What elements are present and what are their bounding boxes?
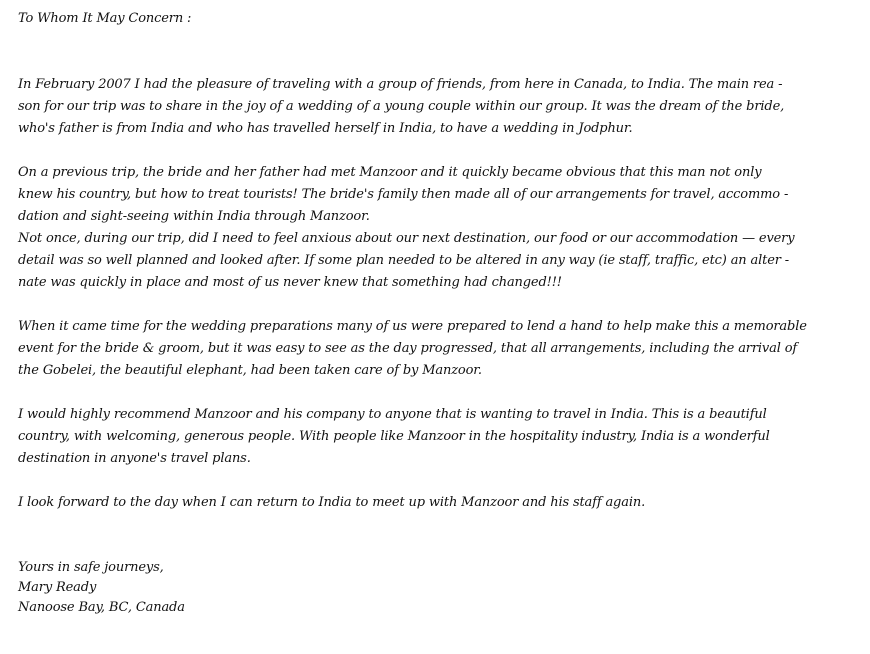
paragraph-line: country, with welcoming, generous people. With people like Manzoor in the hospitality industry, India is a wonderful <box>18 429 770 444</box>
paragraph-line: event for the bride & groom, but it was easy to see as the day progressed, that all arrangements, including the arrival of <box>18 341 798 356</box>
paragraph-line: On a previous trip, the bride and her father had met Manzoor and it quickly became obvious that this man not only <box>18 165 762 180</box>
paragraph-line: dation and sight-seeing within India through Manzoor. <box>18 209 370 224</box>
spacer <box>18 294 860 316</box>
spacer <box>18 470 860 492</box>
signature-block <box>18 558 860 618</box>
paragraph-line: son for our trip was to share in the joy of a wedding of a young couple within our group. It was the dream of the bride, <box>18 99 785 114</box>
paragraph-line: who's father is from India and who has travelled herself in India, to have a wedding in Jodphur. <box>18 121 633 136</box>
spacer <box>18 140 860 162</box>
spacer <box>18 514 860 558</box>
paragraph-5 <box>18 492 860 514</box>
salutation: To Whom It May Concern : <box>18 11 192 26</box>
paragraph-4 <box>18 404 860 470</box>
spacer <box>18 382 860 404</box>
closing: Yours in safe journeys, <box>18 560 164 575</box>
paragraph-line: the Gobelei, the beautiful elephant, had been taken care of by Manzoor. <box>18 363 482 378</box>
paragraph-line: I would highly recommend Manzoor and his company to anyone that is wanting to travel in India. This is a beautiful <box>18 407 767 422</box>
paragraph-line: detail was so well planned and looked after. If some plan needed to be altered in any way (ie staff, traffic, etc) an alter - <box>18 253 790 268</box>
paragraph-line: Not once, during our trip, did I need to feel anxious about our next destination, our food or our accommodation — every <box>18 231 795 246</box>
paragraph-line: nate was quickly in place and most of us never knew that something had changed!!! <box>18 275 562 290</box>
paragraph-line: I look forward to the day when I can return to India to meet up with Manzoor and his staff again. <box>18 495 646 510</box>
paragraph-1 <box>18 74 860 140</box>
paragraph-line: When it came time for the wedding preparations many of us were prepared to lend a hand to help make this a memorable <box>18 319 807 334</box>
signature-name: Mary Ready <box>18 580 97 595</box>
letter <box>18 8 860 618</box>
paragraph-line: knew his country, but how to treat tourists! The bride's family then made all of our arrangements for travel, accommo - <box>18 187 789 202</box>
paragraph-line: destination in anyone's travel plans. <box>18 451 251 466</box>
spacer <box>18 30 860 74</box>
signature-location: Nanoose Bay, BC, Canada <box>18 600 185 615</box>
paragraph-3 <box>18 316 860 382</box>
paragraph-2 <box>18 162 860 294</box>
paragraph-line: In February 2007 I had the pleasure of traveling with a group of friends, from here in Canada, to India. The main rea - <box>18 77 783 92</box>
